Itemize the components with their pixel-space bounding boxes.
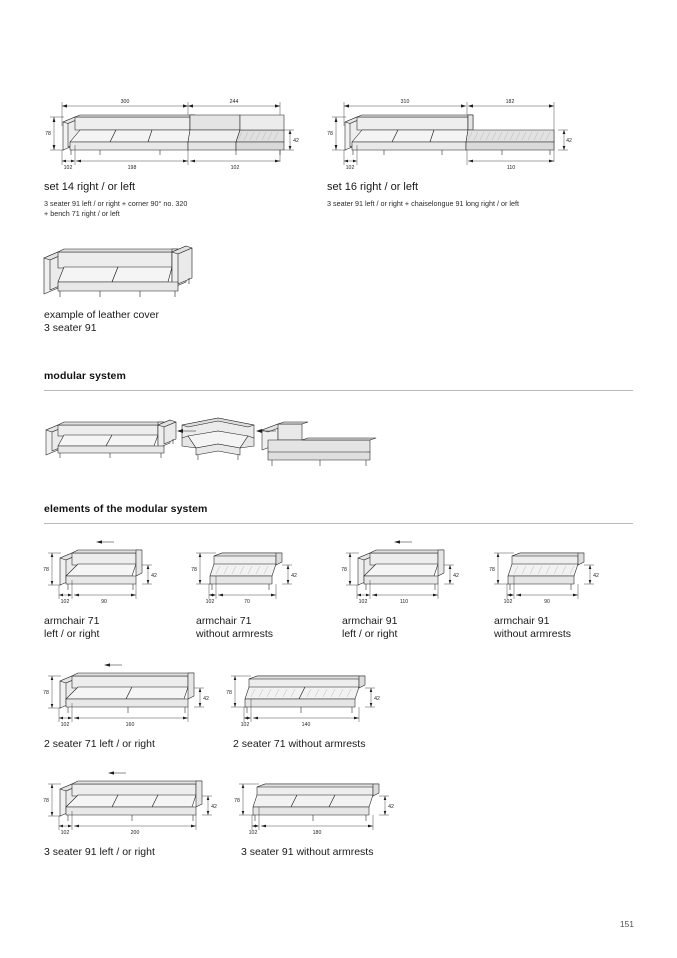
label-3-seater-91-without-armrests bbox=[241, 846, 471, 859]
dim-set16-chaise-depth: 110 bbox=[506, 165, 516, 171]
dim-3seater91-height: 78 bbox=[43, 798, 49, 804]
set-16-description bbox=[327, 199, 617, 209]
dim-armchair71na-width: 70 bbox=[244, 599, 250, 605]
dim-armchair91-depth: 102 bbox=[358, 599, 368, 605]
section-heading-modular-system: modular system bbox=[44, 370, 126, 382]
dim-armchair91na-height: 78 bbox=[489, 567, 495, 573]
dim-armchair91na-depth: 102 bbox=[503, 599, 513, 605]
label-2-seater-71-line-1: 2 seater 71 left / or right bbox=[44, 738, 155, 750]
dim-armchair91-height: 78 bbox=[341, 567, 347, 573]
section-heading-elements: elements of the modular system bbox=[44, 503, 208, 515]
figure-armchair-71-without-armrests bbox=[190, 532, 320, 610]
set-16-desc-line-1: 3 seater 91 left / or right + chaiselongue 91 long right / or left bbox=[327, 199, 519, 208]
dim-armchair91-seat-height: 42 bbox=[453, 573, 459, 579]
figure-3-seater-91-left-right bbox=[40, 763, 230, 841]
label-armchair-71-na-line-2: without armrests bbox=[196, 628, 274, 640]
leather-example-line-1: example of leather cover bbox=[44, 309, 159, 321]
leather-example-line-2: 3 seater 91 bbox=[44, 322, 97, 334]
dim-set14-right-height: 42 bbox=[293, 138, 299, 144]
set-14-description bbox=[44, 199, 314, 218]
dim-armchair71-seat-height: 42 bbox=[151, 573, 157, 579]
dim-set14-width: 198 bbox=[127, 165, 137, 171]
dim-armchair71-height: 78 bbox=[43, 567, 49, 573]
figure-2-seater-71-without-armrests bbox=[225, 655, 395, 733]
figure-modular-system bbox=[40, 398, 380, 476]
label-armchair-71-without-armrests bbox=[196, 615, 356, 641]
set-16-title-text: set 16 right / or left bbox=[327, 181, 419, 193]
dim-set14-depth: 102 bbox=[63, 165, 73, 171]
figure-3-seater-91-without-armrests bbox=[233, 763, 413, 841]
label-2-seater-71-na-line-1: 2 seater 71 without armrests bbox=[233, 738, 366, 750]
label-armchair-71-left-right bbox=[44, 615, 194, 641]
dim-2seater71na-height: 78 bbox=[226, 690, 232, 696]
dim-set14-top-left: 300 bbox=[120, 99, 130, 105]
label-2-seater-71-left-right bbox=[44, 738, 244, 751]
label-3-seater-91-line-1: 3 seater 91 left / or right bbox=[44, 846, 155, 858]
dim-set14-top-right: 244 bbox=[229, 99, 239, 105]
label-armchair-91-line-1: armchair 91 bbox=[342, 615, 398, 627]
dim-set16-top-left: 310 bbox=[400, 99, 410, 105]
dim-2seater71-width: 160 bbox=[125, 722, 135, 728]
dim-3seater91na-depth: 102 bbox=[248, 830, 258, 836]
dim-set16-depth: 102 bbox=[345, 165, 355, 171]
label-armchair-91-line-2: left / or right bbox=[342, 628, 398, 640]
label-armchair-91-without-armrests bbox=[494, 615, 654, 641]
dim-3seater91na-width: 180 bbox=[312, 830, 322, 836]
dim-armchair71-width: 90 bbox=[101, 599, 107, 605]
dim-armchair71na-seat-height: 42 bbox=[291, 573, 297, 579]
set-14-desc-line-1: 3 seater 91 left / or right + corner 90° no. 320 bbox=[44, 199, 188, 208]
dim-2seater71na-width: 140 bbox=[301, 722, 311, 728]
dim-set16-right-height: 42 bbox=[566, 138, 572, 144]
dim-3seater91na-seat-height: 42 bbox=[388, 804, 394, 810]
dim-3seater91-width: 200 bbox=[130, 830, 140, 836]
dim-2seater71na-depth: 102 bbox=[240, 722, 250, 728]
dim-armchair71-depth: 102 bbox=[60, 599, 70, 605]
dim-armchair91na-width: 90 bbox=[544, 599, 550, 605]
figure-armchair-91-without-armrests bbox=[488, 532, 618, 610]
dim-2seater71-depth: 102 bbox=[60, 722, 70, 728]
dim-set14-right-depth: 102 bbox=[230, 165, 240, 171]
dim-armchair91na-seat-height: 42 bbox=[593, 573, 599, 579]
page-number: 151 bbox=[619, 919, 634, 929]
dim-2seater71-height: 78 bbox=[43, 690, 49, 696]
label-armchair-71-line-1: armchair 71 bbox=[44, 615, 100, 627]
label-2-seater-71-without-armrests bbox=[233, 738, 463, 751]
divider-elements bbox=[44, 523, 633, 524]
leather-example-caption bbox=[44, 309, 284, 335]
dim-set16-top-right: 182 bbox=[505, 99, 515, 105]
dim-armchair91-width: 110 bbox=[399, 599, 409, 605]
label-3-seater-91-left-right bbox=[44, 846, 244, 859]
figure-leather-example bbox=[40, 238, 210, 306]
dim-set16-left-height: 78 bbox=[327, 131, 333, 137]
dim-2seater71na-seat-height: 42 bbox=[374, 696, 380, 702]
divider-modular-system bbox=[44, 390, 633, 391]
figure-2-seater-71-left-right bbox=[40, 655, 220, 733]
dim-armchair71na-depth: 102 bbox=[205, 599, 215, 605]
label-armchair-91-na-line-2: without armrests bbox=[494, 628, 572, 640]
dim-3seater91-depth: 102 bbox=[60, 830, 70, 836]
label-armchair-71-na-line-1: armchair 71 bbox=[196, 615, 252, 627]
dim-set14-left-height: 78 bbox=[45, 131, 51, 137]
set-14-desc-line-2: + bench 71 right / or left bbox=[44, 208, 120, 218]
label-3-seater-91-na-line-1: 3 seater 91 without armrests bbox=[241, 846, 374, 858]
label-armchair-91-na-line-1: armchair 91 bbox=[494, 615, 550, 627]
set-16-title bbox=[327, 181, 577, 194]
figure-armchair-71-left-right bbox=[40, 532, 180, 610]
set-14-title bbox=[44, 181, 284, 194]
dim-3seater91-seat-height: 42 bbox=[211, 804, 217, 810]
dim-armchair71na-height: 78 bbox=[191, 567, 197, 573]
label-armchair-91-left-right bbox=[342, 615, 492, 641]
figure-set-14 bbox=[40, 86, 300, 178]
label-armchair-71-line-2: left / or right bbox=[44, 628, 100, 640]
dim-2seater71-seat-height: 42 bbox=[203, 696, 209, 702]
figure-set-16 bbox=[322, 86, 572, 178]
set-14-title-text: set 14 right / or left bbox=[44, 181, 136, 193]
figure-armchair-91-left-right bbox=[338, 532, 478, 610]
dim-3seater91na-height: 78 bbox=[234, 798, 240, 804]
